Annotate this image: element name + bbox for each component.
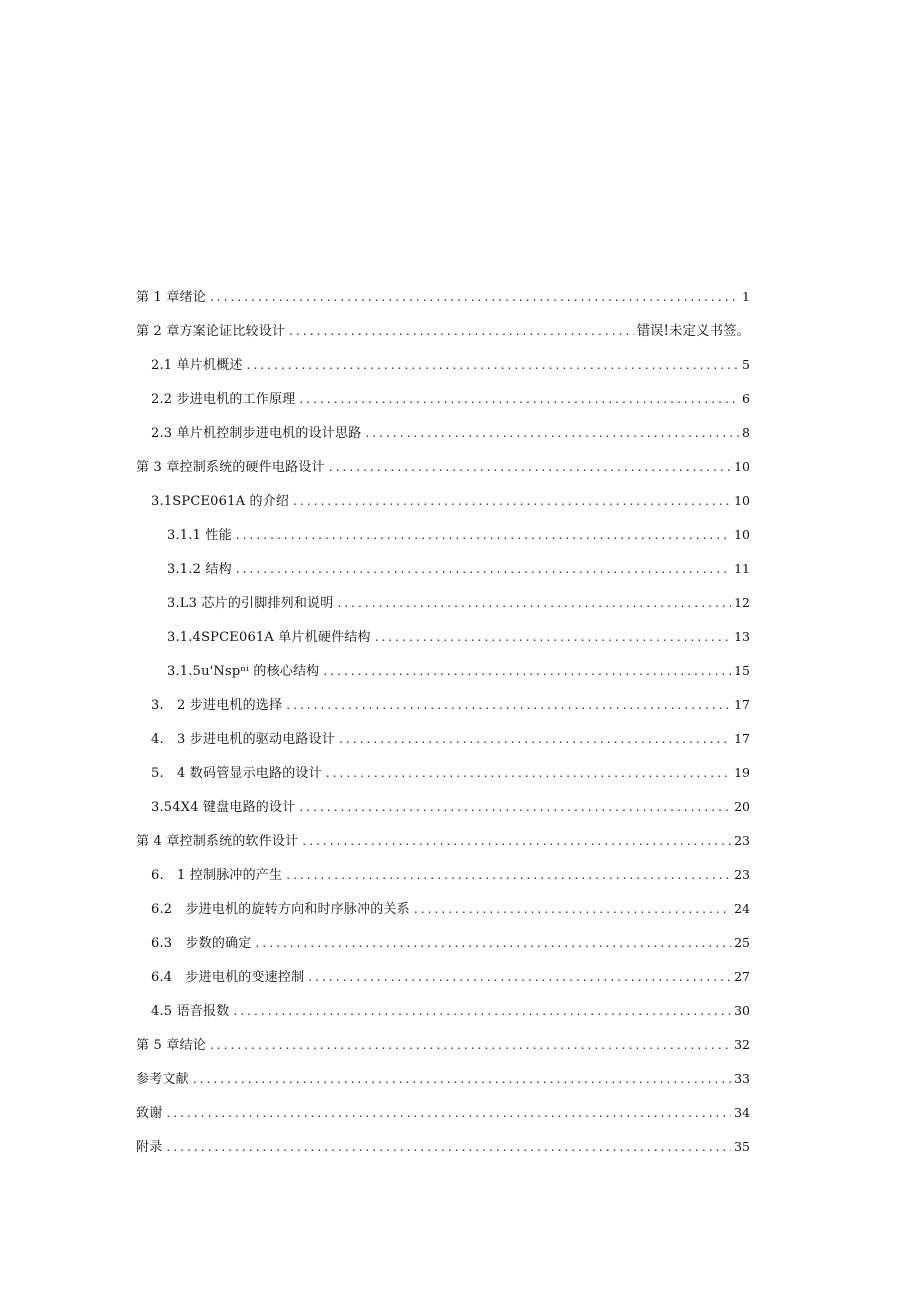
toc-entry-page: 8 xyxy=(742,425,750,440)
toc-entry-page: 1 xyxy=(742,289,750,304)
toc-dot-leader xyxy=(337,586,731,620)
toc-dot-leader xyxy=(289,314,633,348)
toc-entry-title: 2.3 单片机控制步进电机的设计思路 xyxy=(151,426,362,441)
toc-dot-leader xyxy=(236,552,731,586)
toc-entry-section-3-2[interactable] xyxy=(136,688,750,722)
toc-entry-title: 2.2 步进电机的工作原理 xyxy=(151,392,296,407)
toc-entry-page: 23 xyxy=(734,833,750,848)
toc-dot-leader xyxy=(302,824,731,858)
toc-entry-section-3-1-4[interactable] xyxy=(136,620,750,654)
toc-entry-references[interactable] xyxy=(136,1062,750,1096)
toc-entry-page: 19 xyxy=(734,765,750,780)
toc-entry-title: 4. 3 步进电机的驱动电路设计 xyxy=(151,732,336,747)
toc-dot-leader xyxy=(286,858,731,892)
toc-entry-page: 33 xyxy=(734,1071,750,1086)
toc-entry-page: 10 xyxy=(734,527,750,542)
toc-entry-section-3-1[interactable] xyxy=(136,484,750,518)
toc-dot-leader xyxy=(166,1130,731,1164)
toc-entry-chapter-3[interactable] xyxy=(136,450,750,484)
toc-entry-page: 27 xyxy=(734,969,750,984)
toc-entry-page: 20 xyxy=(734,799,750,814)
toc-dot-leader xyxy=(329,450,731,484)
toc-entry-chapter-1[interactable] xyxy=(136,280,750,314)
toc-entry-title: 第 5 章结论 xyxy=(136,1038,206,1053)
toc-dot-leader xyxy=(255,926,731,960)
toc-entry-page: 17 xyxy=(734,697,750,712)
toc-entry-page: 12 xyxy=(734,595,750,610)
toc-entry-title: 3.1.5u'Nspⁿⁱ 的核心结构 xyxy=(167,664,320,679)
toc-dot-leader xyxy=(233,994,731,1028)
toc-entry-title: 3.54X4 键盘电路的设计 xyxy=(151,800,296,815)
toc-entry-title: 3.1SPCE061A 的介绍 xyxy=(151,494,290,509)
toc-entry-title: 致谢 xyxy=(136,1106,163,1121)
toc-entry-title: 3.1.4SPCE061A 单片机硬件结构 xyxy=(167,630,371,645)
toc-dot-leader xyxy=(293,484,731,518)
toc-entry-title: 第 2 章方案论证比较设计 xyxy=(136,324,286,339)
toc-dot-leader xyxy=(414,892,731,926)
toc-entry-section-3-1-5[interactable] xyxy=(136,654,750,688)
toc-entry-title: 参考文献 xyxy=(136,1072,189,1087)
toc-dot-leader xyxy=(210,1028,731,1062)
toc-dot-leader xyxy=(166,1096,731,1130)
toc-entry-page: 13 xyxy=(734,629,750,644)
toc-entry-page: 10 xyxy=(734,459,750,474)
toc-entry-section-4-2[interactable] xyxy=(136,892,750,926)
toc-entry-page: 35 xyxy=(734,1139,750,1154)
toc-dot-leader xyxy=(247,348,739,382)
toc-dot-leader xyxy=(375,620,731,654)
toc-entry-section-3-1-2[interactable] xyxy=(136,552,750,586)
toc-entry-title: 3.1.2 结构 xyxy=(167,562,232,577)
toc-dot-leader xyxy=(299,790,731,824)
toc-entry-title: 3.L3 芯片的引脚排列和说明 xyxy=(167,596,334,611)
toc-entry-title: 6.4 步进电机的变速控制 xyxy=(151,970,305,985)
toc-entry-page: 25 xyxy=(734,935,750,950)
toc-entry-section-4-3[interactable] xyxy=(136,926,750,960)
toc-entry-title: 6. 1 控制脉冲的产生 xyxy=(151,868,283,883)
toc-entry-section-3-1-3[interactable] xyxy=(136,586,750,620)
toc-entry-title: 附录 xyxy=(136,1140,163,1155)
toc-entry-title: 4.5 语音报数 xyxy=(151,1004,230,1019)
toc-dot-leader xyxy=(365,416,739,450)
table-of-contents xyxy=(136,280,750,1164)
toc-entry-section-3-4[interactable] xyxy=(136,756,750,790)
toc-dot-leader xyxy=(299,382,739,416)
toc-entry-page: 24 xyxy=(734,901,750,916)
toc-entry-title: 第 1 章绪论 xyxy=(136,290,206,305)
toc-dot-leader xyxy=(323,654,731,688)
toc-entry-section-3-3[interactable] xyxy=(136,722,750,756)
toc-entry-chapter-2[interactable] xyxy=(136,314,750,348)
toc-entry-title: 3. 2 步进电机的选择 xyxy=(151,698,283,713)
toc-dot-leader xyxy=(339,722,731,756)
toc-dot-leader xyxy=(236,518,731,552)
toc-entry-page: 10 xyxy=(734,493,750,508)
toc-dot-leader xyxy=(210,280,739,314)
toc-entry-page: 17 xyxy=(734,731,750,746)
toc-entry-title: 3.1.1 性能 xyxy=(167,528,232,543)
toc-dot-leader xyxy=(308,960,731,994)
toc-entry-chapter-5[interactable] xyxy=(136,1028,750,1062)
toc-entry-section-4-1[interactable] xyxy=(136,858,750,892)
toc-dot-leader xyxy=(326,756,731,790)
toc-entry-section-3-5[interactable] xyxy=(136,790,750,824)
toc-entry-page: 30 xyxy=(734,1003,750,1018)
toc-entry-appendix[interactable] xyxy=(136,1130,750,1164)
toc-dot-leader xyxy=(286,688,731,722)
toc-entry-section-2-2[interactable] xyxy=(136,382,750,416)
toc-entry-page: 11 xyxy=(734,561,750,576)
toc-entry-chapter-4[interactable] xyxy=(136,824,750,858)
toc-entry-page: 32 xyxy=(734,1037,750,1052)
toc-entry-page-error: 错误!未定义书签。 xyxy=(636,323,750,339)
toc-entry-section-2-1[interactable] xyxy=(136,348,750,382)
toc-entry-page: 5 xyxy=(742,357,750,372)
toc-entry-title: 6.3 步数的确定 xyxy=(151,936,252,951)
toc-dot-leader xyxy=(193,1062,731,1096)
toc-entry-section-2-3[interactable] xyxy=(136,416,750,450)
toc-entry-acknowledgements[interactable] xyxy=(136,1096,750,1130)
toc-entry-title: 第 3 章控制系统的硬件电路设计 xyxy=(136,460,325,475)
toc-entry-page: 23 xyxy=(734,867,750,882)
toc-entry-page: 6 xyxy=(742,391,750,406)
toc-entry-page: 34 xyxy=(734,1105,750,1120)
toc-entry-section-4-5[interactable] xyxy=(136,994,750,1028)
toc-entry-title: 2.1 单片机概述 xyxy=(151,358,243,373)
toc-entry-page: 15 xyxy=(734,663,750,678)
toc-entry-title: 6.2 步进电机的旋转方向和时序脉冲的关系 xyxy=(151,902,410,917)
toc-entry-section-4-4[interactable] xyxy=(136,960,750,994)
toc-entry-title: 5. 4 数码管显示电路的设计 xyxy=(151,766,322,781)
toc-entry-title: 第 4 章控制系统的软件设计 xyxy=(136,834,299,849)
toc-entry-section-3-1-1[interactable] xyxy=(136,518,750,552)
